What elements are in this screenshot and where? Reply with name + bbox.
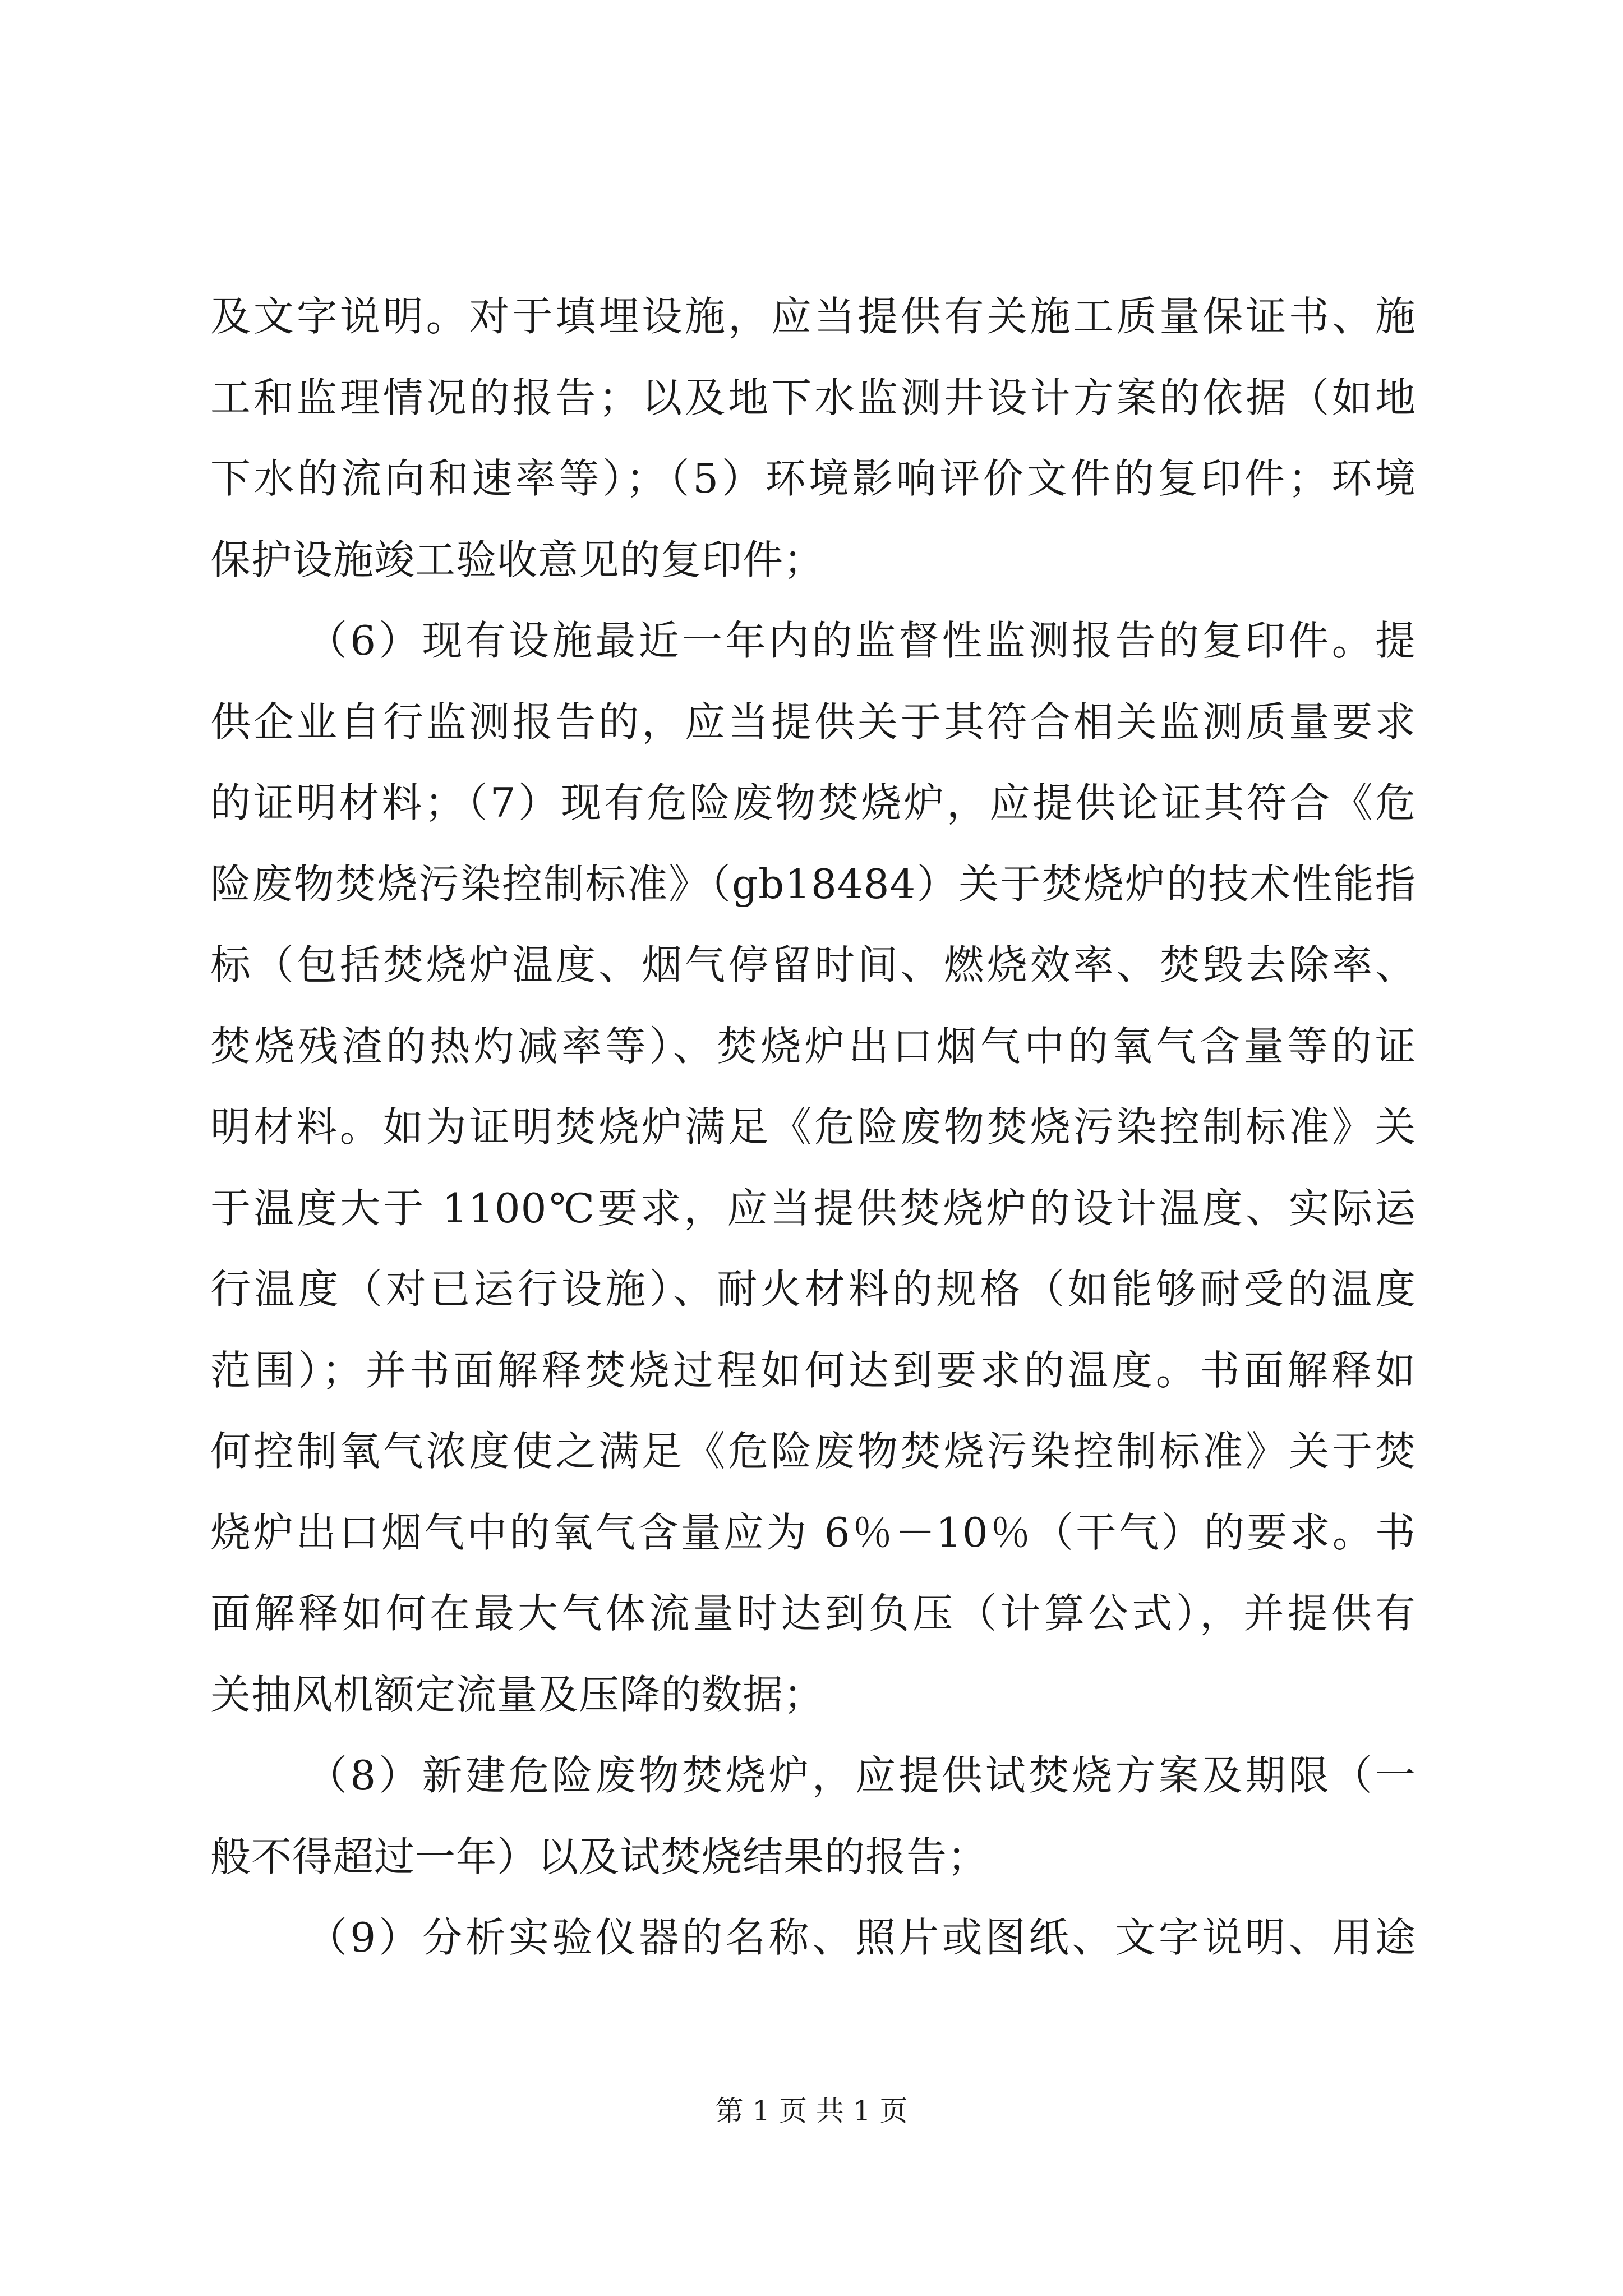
- text-line: 焚烧残渣的热灼减率等）、焚烧炉出口烟气中的氧气含量等的证: [210, 1022, 1416, 1070]
- page-footer: 第 1 页 共 1 页: [715, 2095, 908, 2127]
- body-text: [210, 276, 1416, 1978]
- text-line: 下水的流向和速率等）；（5）环境影响评价文件的复印件；环境: [210, 455, 1416, 502]
- text-line: （8）新建危险废物焚烧炉，应提供试焚烧方案及期限（一: [307, 1752, 1416, 1799]
- text-line: 险废物焚烧污染控制标准》（gb18484）关于焚烧炉的技术性能指: [210, 860, 1416, 908]
- text-line: 范围）；并书面解释焚烧过程如何达到要求的温度。书面解释如: [210, 1346, 1416, 1394]
- text-line: 及文字说明。对于填埋设施，应当提供有关施工质量保证书、施: [210, 293, 1416, 340]
- text-line: 烧炉出口烟气中的氧气含量应为 6％－10％（干气）的要求。书: [210, 1508, 1416, 1556]
- text-line: 般不得超过一年）以及试焚烧结果的报告；: [210, 1833, 989, 1880]
- text-line: 供企业自行监测报告的，应当提供关于其符合相关监测质量要求: [210, 698, 1416, 746]
- text-line: 行温度（对已运行设施）、耐火材料的规格（如能够耐受的温度: [210, 1266, 1416, 1313]
- text-line: 于温度大于 1100℃要求，应当提供焚烧炉的设计温度、实际运: [210, 1184, 1416, 1232]
- text-line: 何控制氧气浓度使之满足《危险废物焚烧污染控制标准》关于焚: [210, 1428, 1416, 1475]
- text-line: 标（包括焚烧炉温度、烟气停留时间、燃烧效率、焚毁去除率、: [210, 941, 1416, 988]
- text-line: 面解释如何在最大气体流量时达到负压（计算公式），并提供有: [210, 1590, 1416, 1637]
- text-line: 保护设施竣工验收意见的复印件；: [210, 536, 825, 583]
- text-line: （6）现有设施最近一年内的监督性监测报告的复印件。提: [307, 617, 1416, 664]
- text-line: 关抽风机额定流量及压降的数据；: [210, 1671, 825, 1718]
- text-line: （9）分析实验仪器的名称、照片或图纸、文字说明、用途: [307, 1914, 1416, 1961]
- text-line: 的证明材料；（7）现有危险废物焚烧炉，应提供论证其符合《危: [210, 779, 1416, 826]
- text-line: 工和监理情况的报告；以及地下水监测井设计方案的依据（如地: [210, 374, 1416, 421]
- text-line: 明材料。如为证明焚烧炉满足《危险废物焚烧污染控制标准》关: [210, 1103, 1416, 1151]
